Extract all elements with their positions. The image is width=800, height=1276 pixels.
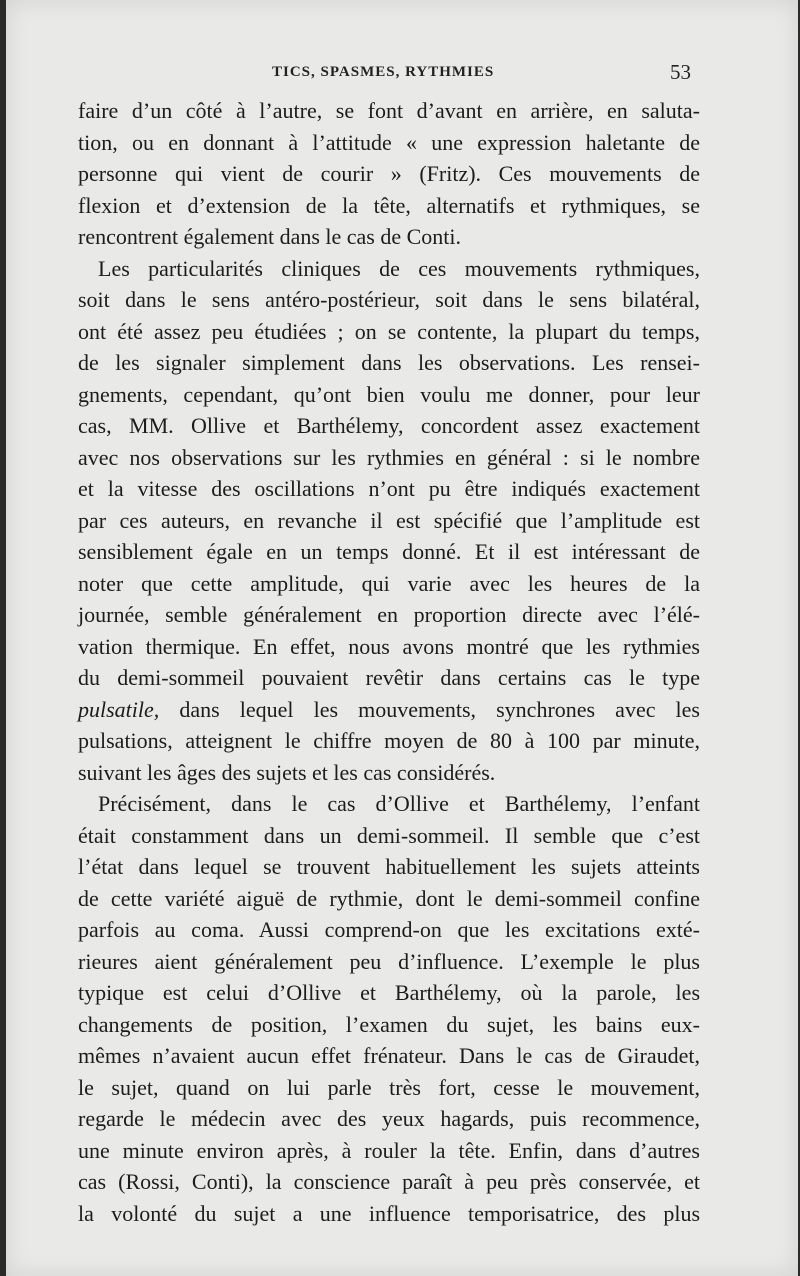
text-line: faire d’un côté à l’autre, se font d’avant en arrière, en saluta- bbox=[78, 98, 700, 123]
text-line: une minute environ après, à rouler la tête. Enfin, dans d’autres bbox=[78, 1137, 700, 1163]
text-line: rencontrent également dans le cas de Conti. bbox=[78, 224, 462, 249]
text-line: cas, MM. Ollive et Barthélemy, concordent assez exactement bbox=[78, 413, 700, 438]
text-line: de les signaler simplement dans les observations. Les rensei- bbox=[78, 350, 700, 375]
running-title: TICS, SPASMES, RYTHMIES bbox=[272, 64, 495, 80]
body-text bbox=[78, 95, 700, 1229]
text-line: du demi-sommeil pouvaient revêtir dans certains cas le type bbox=[78, 665, 700, 690]
italic-term: pulsatile, bbox=[78, 696, 160, 722]
text-line: de cette variété aiguë de rythmie, dont le demi-sommeil confine bbox=[78, 885, 700, 911]
text-line-mixed bbox=[78, 694, 700, 726]
page-number: 53 bbox=[670, 60, 691, 84]
text-line: par ces auteurs, en revanche il est spécifié que l’amplitude est bbox=[78, 507, 700, 533]
text-line: flexion et d’extension de la tête, alternatifs et rythmiques, se bbox=[78, 192, 700, 218]
text-line: avec nos observations sur les rythmies en général : si le nombre bbox=[78, 444, 700, 470]
text-line: changements de position, l’examen du sujet, les bains eux- bbox=[78, 1011, 700, 1037]
text-line: soit dans le sens antéro-postérieur, soit dans le sens bilatéral, bbox=[78, 287, 700, 312]
text-line: suivant les âges des sujets et les cas considérés. bbox=[78, 759, 496, 785]
paragraph-3 bbox=[78, 788, 700, 1229]
paragraph-2 bbox=[78, 253, 700, 789]
text-fragment: dans lequel les mouvements, synchrones avec les bbox=[159, 696, 700, 722]
text-line: ont été assez peu étudiées ; on se contente, la plupart du temps, bbox=[78, 318, 700, 344]
text-line: mêmes n’avaient aucun effet frénateur. Dans le cas de Giraudet, bbox=[78, 1043, 700, 1068]
text-line: typique est celui d’Ollive et Barthélemy, où la parole, les bbox=[78, 980, 700, 1005]
text-line: rieures aient généralement peu d’influence. L’exemple le plus bbox=[78, 948, 700, 974]
text-line: tion, ou en donnant à l’attitude « une expression haletante de bbox=[78, 129, 700, 155]
text-line: l’état dans lequel se trouvent habituellement les sujets atteints bbox=[78, 854, 700, 879]
text-line: personne qui vient de courir » (Fritz). Ces mouvements de bbox=[78, 161, 700, 186]
text-line: Les particularités cliniques de ces mouvements rythmiques, bbox=[98, 255, 700, 281]
text-line: Précisément, dans le cas d’Ollive et Barthélemy, l’enfant bbox=[98, 791, 700, 816]
text-line: était constamment dans un demi-sommeil. Il semble que c’est bbox=[78, 822, 700, 848]
text-line: gnements, cependant, qu’ont bien voulu me donner, pour leur bbox=[78, 381, 700, 407]
text-line: vation thermique. En effet, nous avons montré que les rythmies bbox=[78, 633, 700, 659]
page-header bbox=[6, 58, 798, 88]
text-line: cas (Rossi, Conti), la conscience paraît à peu près conservée, et bbox=[78, 1169, 700, 1194]
text-line: le sujet, quand on lui parle très fort, cesse le mouvement, bbox=[78, 1074, 700, 1100]
text-line: regarde le médecin avec des yeux hagards, puis recommence, bbox=[78, 1106, 700, 1131]
text-line: sensiblement égale en un temps donné. Et il est intéressant de bbox=[78, 539, 700, 564]
paragraph-1 bbox=[78, 95, 700, 253]
text-line: parfois au coma. Aussi comprend-on que les excitations exté- bbox=[78, 917, 700, 942]
text-line: la volonté du sujet a une influence temporisatrice, des plus bbox=[78, 1200, 700, 1226]
text-line: noter que cette amplitude, qui varie avec les heures de la bbox=[78, 570, 700, 596]
text-line: pulsations, atteignent le chiffre moyen de 80 à 100 par minute, bbox=[78, 728, 700, 753]
text-line: et la vitesse des oscillations n’ont pu être indiqués exactement bbox=[78, 476, 700, 501]
text-line: journée, semble généralement en proportion directe avec l’élé- bbox=[78, 602, 700, 627]
book-page bbox=[6, 0, 798, 1276]
